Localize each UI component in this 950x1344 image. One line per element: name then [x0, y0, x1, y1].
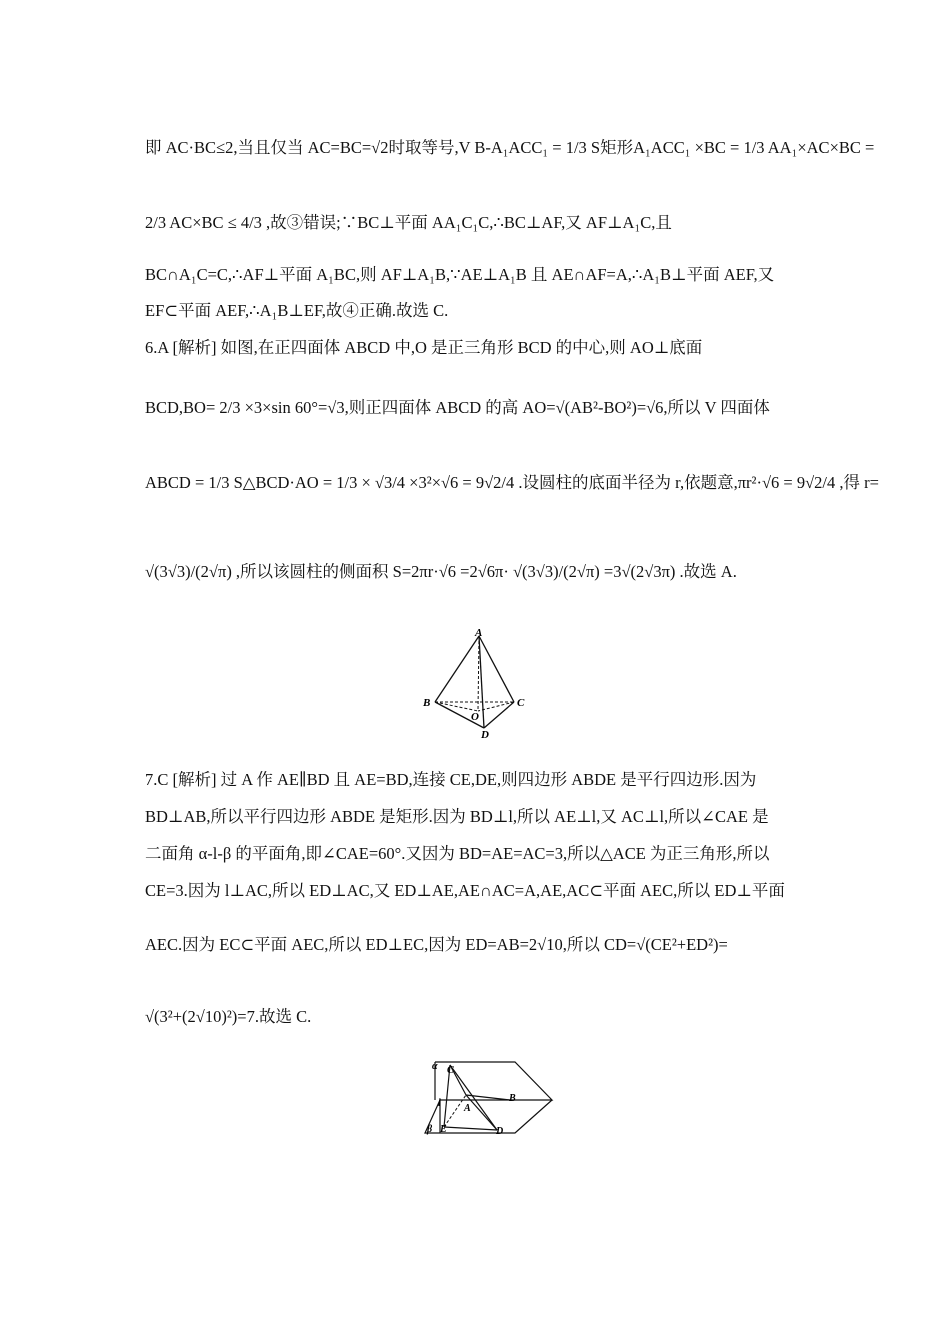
problem-6-line-2: BCD,BO= 2/3 ×3×sin 60°=√3,则正四面体 ABCD 的高 AO=√(AB²-BO²)=√6,所以 V 四面体 — [145, 398, 770, 417]
problem-6-line-4: √(3√3)/(2√π) ,所以该圆柱的侧面积 S=2πr·√6 =2√6π· √(3√3)/(2√π) =3√(2√3π) .故选 A. — [145, 562, 737, 581]
label-O: O — [471, 711, 479, 723]
label-alpha: α — [432, 1061, 438, 1072]
problem-6-line-1: 6.A [解析] 如图,在正四面体 ABCD 中,O 是正三角形 BCD 的中心,则 AO⊥底面 — [145, 338, 703, 357]
problem-7-line-5: AEC.因为 EC⊂平面 AEC,所以 ED⊥EC,因为 ED=AB=2√10,所以 CD=√(CE²+ED²)= — [145, 935, 728, 954]
problem-7-line-1: 7.C [解析] 过 A 作 AE∥BD 且 AE=BD,连接 CE,DE,则四边形 ABDE 是平行四边形.因为 — [145, 770, 757, 789]
tetrahedron-figure — [418, 624, 533, 742]
label-E: E — [440, 1124, 447, 1135]
label-A: A — [464, 1103, 471, 1114]
dihedral-angle-figure — [420, 1055, 560, 1140]
solution-line-1: 即 AC·BC≤2,当且仅当 AC=BC=√2时取等号,V B-A₁ACC₁ = 1/3 S矩形A₁ACC₁ ×BC = 1/3 AA₁×AC×BC = — [145, 138, 875, 157]
label-D: D — [481, 729, 489, 741]
label-C: C — [517, 697, 525, 709]
problem-6-line-3: ABCD = 1/3 S△BCD·AO = 1/3 × √3/4 ×3²×√6 = 9√2/4 .设圆柱的底面半径为 r,依题意,πr²·√6 = 9√2/4 ,得 r= — [145, 473, 879, 492]
solution-line-3: BC∩A₁C=C,∴AF⊥平面 A₁BC,则 AF⊥A₁B,∵AE⊥A₁B 且 AE∩AF=A,∴A₁B⊥平面 AEF,又 — [145, 265, 775, 284]
label-beta: β — [427, 1124, 433, 1135]
problem-7-line-3: 二面角 α-l-β 的平面角,即∠CAE=60°.又因为 BD=AE=AC=3,所以△ACE 为正三角形,所以 — [145, 844, 770, 863]
problem-7-line-4: CE=3.因为 l⊥AC,所以 ED⊥AC,又 ED⊥AE,AE∩AC=A,AE,AC⊂平面 AEC,所以 ED⊥平面 — [145, 881, 785, 900]
label-C: C — [447, 1065, 454, 1076]
solution-line-4: EF⊂平面 AEF,∴A₁B⊥EF,故④正确.故选 C. — [145, 301, 449, 320]
label-A: A — [475, 627, 483, 639]
problem-7-line-2: BD⊥AB,所以平行四边形 ABDE 是矩形.因为 BD⊥l,所以 AE⊥l,又 AC⊥l,所以∠CAE 是 — [145, 807, 769, 826]
problem-7-line-6: √(3²+(2√10)²)=7.故选 C. — [145, 1007, 312, 1026]
label-B: B — [509, 1093, 516, 1104]
label-l: l — [438, 1098, 441, 1109]
label-D: D — [496, 1126, 504, 1137]
solution-line-2: 2/3 AC×BC ≤ 4/3 ,故③错误;∵BC⊥平面 AA₁C₁C,∴BC⊥AF,又 AF⊥A₁C,且 — [145, 213, 672, 232]
label-B: B — [423, 697, 431, 709]
